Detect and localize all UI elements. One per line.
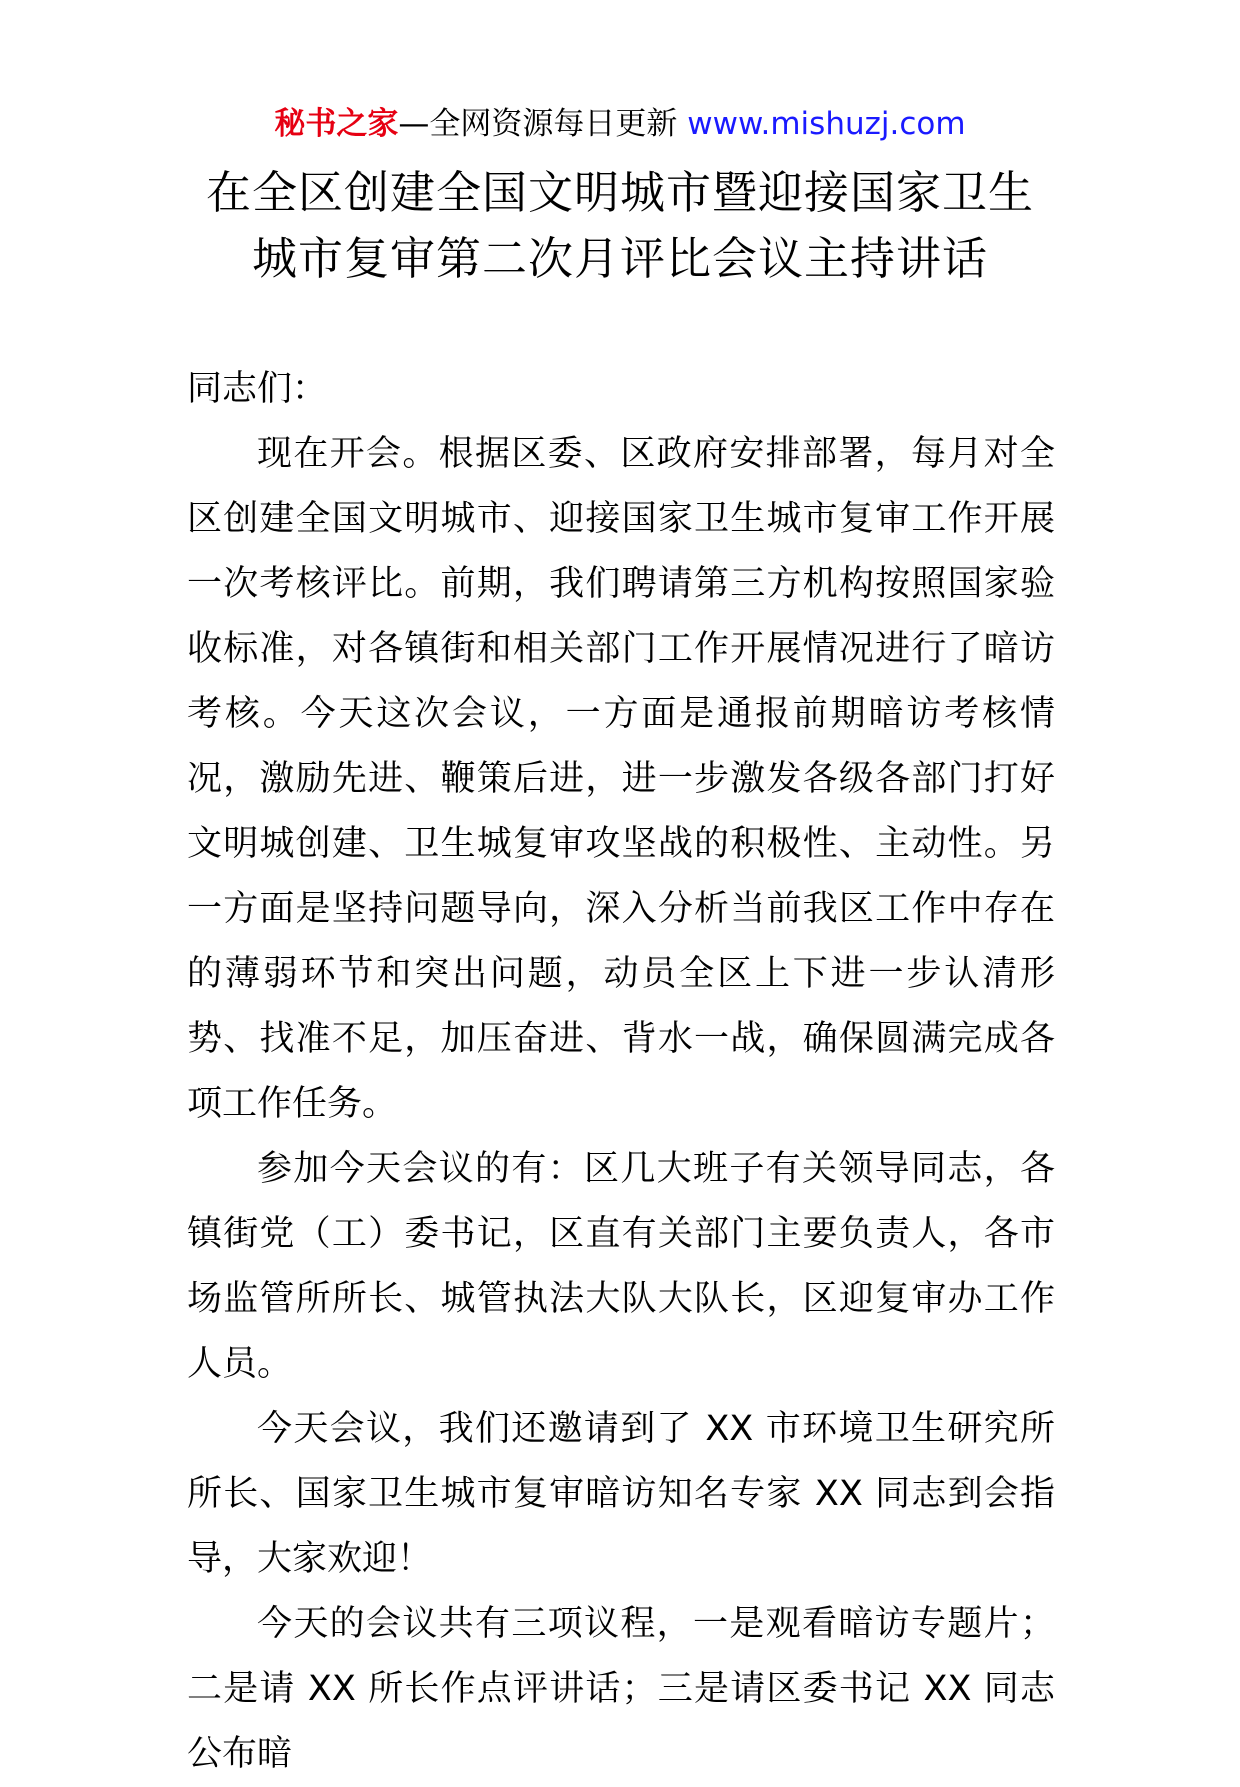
document-title [0, 160, 1240, 292]
salutation: 同志们： [187, 369, 328, 409]
paragraph-1: 现在开会。根据区委、区政府安排部署，每月对全区创建全国文明城市、迎接国家卫生城市复审工作开展一次考核评比。前期，我们聘请第三方机构按照国家验收标准，对各镇街和相关部门工作开展情况进行了暗访考核。今天这次会议，一方面是通报前期暗访考核情况，激励先进、鞭策后进，进一步激发各级各部门打好文明城创建、卫生城复审攻坚战的积极性、主动性。另一方面是坚持问题导向，深入分析当前我区工作中存在的薄弱环节和突出问题，动员全区上下进一步认清形势、找准不足，加压奋进、背水一战，确保圆满完成各项工作任务。 [187, 434, 1055, 1124]
title-line-2: 城市复审第二次月评比会议主持讲话 [251, 232, 988, 285]
title-line-1: 在全区创建全国文明城市暨迎接国家卫生 [205, 166, 1034, 219]
site-header [0, 102, 1240, 146]
paragraph-2: 参加今天会议的有：区几大班子有关领导同志，各镇街党（工）委书记，区直有关部门主要负责人，各市场监管所所长、城管执法大队大队长，区迎复审办工作人员。 [187, 1149, 1055, 1384]
paragraph-4: 今天的会议共有三项议程，一是观看暗访专题片；二是请 XX 所长作点评讲话；三是请区委书记 XX 同志公布暗 [187, 1604, 1055, 1774]
site-slogan: —全网资源每日更新 [398, 106, 678, 142]
document-body [187, 357, 1055, 1787]
site-brand: 秘书之家 [274, 106, 399, 142]
paragraph-3: 今天会议，我们还邀请到了 XX 市环境卫生研究所所长、国家卫生城市复审暗访知名专家 XX 同志到会指导，大家欢迎！ [187, 1409, 1055, 1579]
site-url-link[interactable]: www.mishuzj.com [687, 106, 966, 142]
